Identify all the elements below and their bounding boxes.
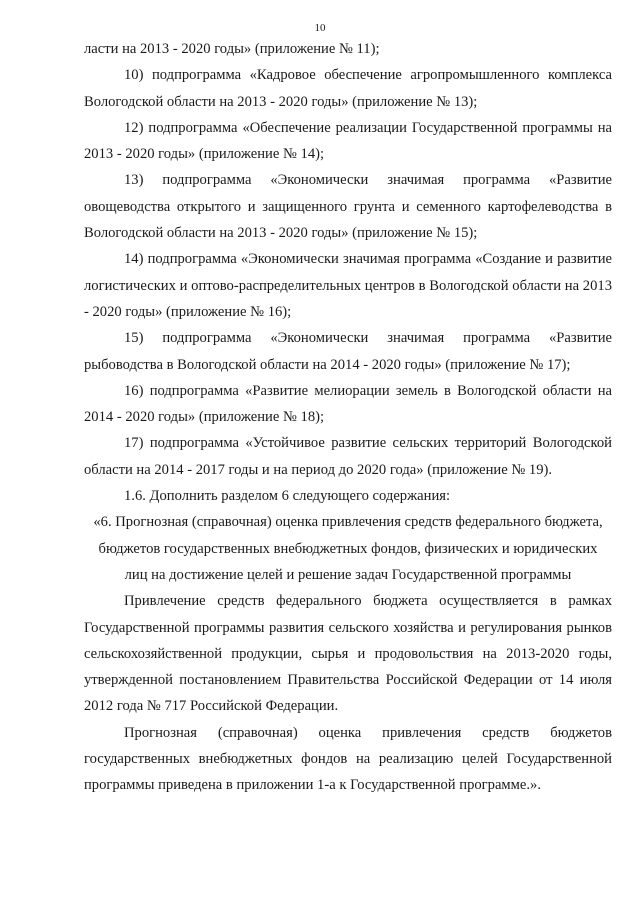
list-item-subprogram-15: 15) подпрограмма «Экономически значимая программа «Развитие рыбоводства в Вологодской области на 2014 - 2020 годы» (приложение № 17);	[84, 330, 612, 373]
list-item-subprogram-10: 10) подпрограмма «Кадровое обеспечение агропромышленного комплекса Вологодской области на 2013 - 2020 годы» (приложение № 13);	[84, 67, 612, 110]
list-item-subprogram-12: 12) подпрограмма «Обеспечение реализации Государственной программы на 2013 - 2020 годы» (приложение № 14);	[84, 119, 612, 163]
section-heading: «6. Прогнозная (справочная) оценка привлечения средств федерального бюджета, бюджетов государственных внебюджетных фондов, физических и юридических лиц на достижение целей и решение задач Государственной программы	[93, 514, 603, 583]
list-item-subprogram-16: 16) подпрограмма «Развитие мелиорации земель в Вологодской области на 2014 - 2020 годы» (приложение № 18);	[84, 382, 612, 426]
document-body	[84, 36, 612, 799]
amendment-clause: 1.6. Дополнить разделом 6 следующего содержания:	[124, 488, 451, 505]
list-item-subprogram-13: 13) подпрограмма «Экономически значимая программа «Развитие овощеводства открытого и защищенного грунта и семенного картофелеводства в Вологодской области на 2013 - 2020 годы» (приложение № 15);	[84, 172, 612, 242]
list-item-subprogram-14: 14) подпрограмма «Экономически значимая программа «Создание и развитие логистических и оптово-распределительных центров в Вологодской области на 2013 - 2020 годы» (приложение № 16);	[84, 251, 612, 320]
page-number: 10	[314, 22, 326, 34]
body-paragraph: Прогнозная (справочная) оценка привлечения средств бюджетов государственных внебюджетных фондов на реализацию целей Государственной программы приведена в приложении 1-а к Государственной программе.».	[84, 724, 612, 794]
body-paragraph: Привлечение средств федерального бюджета осуществляется в рамках Государственной программы развития сельского хозяйства и регулирования рынков сельскохозяйственной продукции, сырья и продовольствия на 2013-2020 годы, утвержденной постановлением Правительства Российской Федерации от 14 июля 2012 года № 717 Российской Федерации.	[84, 593, 612, 715]
paragraph-continuation: ласти на 2013 - 2020 годы» (приложение № 11);	[84, 41, 380, 57]
list-item-subprogram-17: 17) подпрограмма «Устойчивое развитие сельских территорий Вологодской области на 2014 - 2017 годы и на период до 2020 года» (приложение № 19).	[84, 435, 612, 478]
